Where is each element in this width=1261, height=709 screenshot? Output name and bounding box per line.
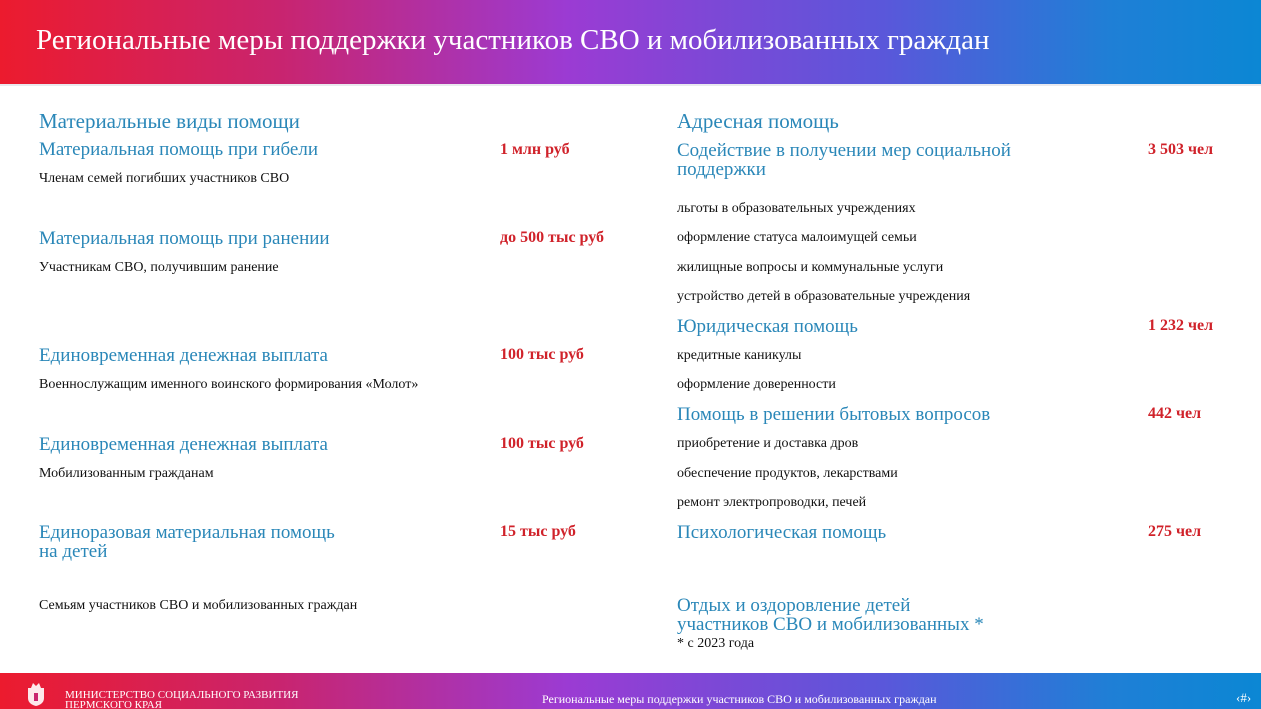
item-title-legal-aid: Юридическая помощь	[677, 316, 858, 337]
item-title-psychological-aid: Психологическая помощь	[677, 522, 887, 543]
detail-household-aid-1: приобретение и доставка дров	[677, 436, 859, 451]
count-legal-aid: 1 232 чел	[1148, 317, 1214, 334]
item-title-death-aid: Материальная помощь при гибели	[39, 139, 318, 160]
detail-legal-aid-2: оформление доверенности	[677, 377, 836, 392]
header-bar	[0, 0, 1261, 84]
amount-payment-molot: 100 тыс руб	[500, 346, 584, 363]
item-title-social-support-line2: поддержки	[677, 159, 766, 180]
ministry-name-line1: МИНИСТЕРСТВО СОЦИАЛЬНОГО РАЗВИТИЯ	[65, 689, 299, 701]
count-household-aid: 442 чел	[1148, 405, 1202, 422]
item-title-payment-molot: Единовременная денежная выплата	[39, 345, 328, 366]
page-number: ‹#›	[1236, 690, 1252, 705]
item-title-recreation-line2: участников СВО и мобилизованных *	[677, 614, 984, 635]
count-social-support: 3 503 чел	[1148, 141, 1214, 158]
amount-death-aid: 1 млн руб	[500, 141, 570, 158]
detail-household-aid-2: обеспечение продуктов, лекарствами	[677, 466, 898, 481]
recreation-note: * с 2023 года	[677, 636, 755, 651]
detail-social-support-4: устройство детей в образовательные учреждения	[677, 289, 971, 304]
section-title-targeted: Адресная помощь	[677, 109, 839, 133]
ministry-name	[65, 690, 298, 709]
item-title-recreation-line1: Отдых и оздоровление детей	[677, 595, 911, 616]
header-divider	[0, 84, 1261, 86]
item-title-injury-aid: Материальная помощь при ранении	[39, 228, 330, 249]
description-children-aid: Семьям участников СВО и мобилизованных граждан	[39, 598, 358, 613]
detail-legal-aid-1: кредитные каникулы	[677, 348, 802, 363]
item-title-payment-mobilized: Единовременная денежная выплата	[39, 434, 328, 455]
item-title-social-support-line1: Содействие в получении мер социальной	[677, 140, 1011, 161]
detail-household-aid-3: ремонт электропроводки, печей	[677, 495, 867, 510]
detail-social-support-3: жилищные вопросы и коммунальные услуги	[677, 260, 944, 275]
item-title-children-aid-line2: на детей	[39, 541, 108, 562]
description-injury-aid: Участникам СВО, получившим ранение	[39, 260, 279, 275]
description-payment-mobilized: Мобилизованным гражданам	[39, 466, 214, 481]
amount-injury-aid: до 500 тыс руб	[500, 229, 605, 246]
coat-of-arms-icon	[25, 679, 47, 707]
ministry-name-line2: ПЕРМСКОГО КРАЯ	[65, 699, 163, 709]
section-title-material: Материальные виды помощи	[39, 109, 300, 133]
description-death-aid: Членам семей погибших участников СВО	[39, 171, 290, 186]
amount-payment-mobilized: 100 тыс руб	[500, 435, 584, 452]
footer-bar	[0, 673, 1261, 709]
count-psychological-aid: 275 чел	[1148, 523, 1202, 540]
amount-children-aid: 15 тыс руб	[500, 523, 576, 540]
detail-social-support-2: оформление статуса малоимущей семьи	[677, 230, 917, 245]
detail-social-support-1: льготы в образовательных учреждениях	[677, 201, 916, 216]
item-title-household-aid: Помощь в решении бытовых вопросов	[677, 404, 991, 425]
item-title-children-aid-line1: Единоразовая материальная помощь	[39, 522, 335, 543]
footer-title: Региональные меры поддержки участников СВО и мобилизованных граждан	[542, 692, 937, 706]
page-title: Региональные меры поддержки участников СВО и мобилизованных граждан	[36, 24, 990, 56]
description-payment-molot: Военнослужащим именного воинского формирования «Молот»	[39, 377, 419, 392]
